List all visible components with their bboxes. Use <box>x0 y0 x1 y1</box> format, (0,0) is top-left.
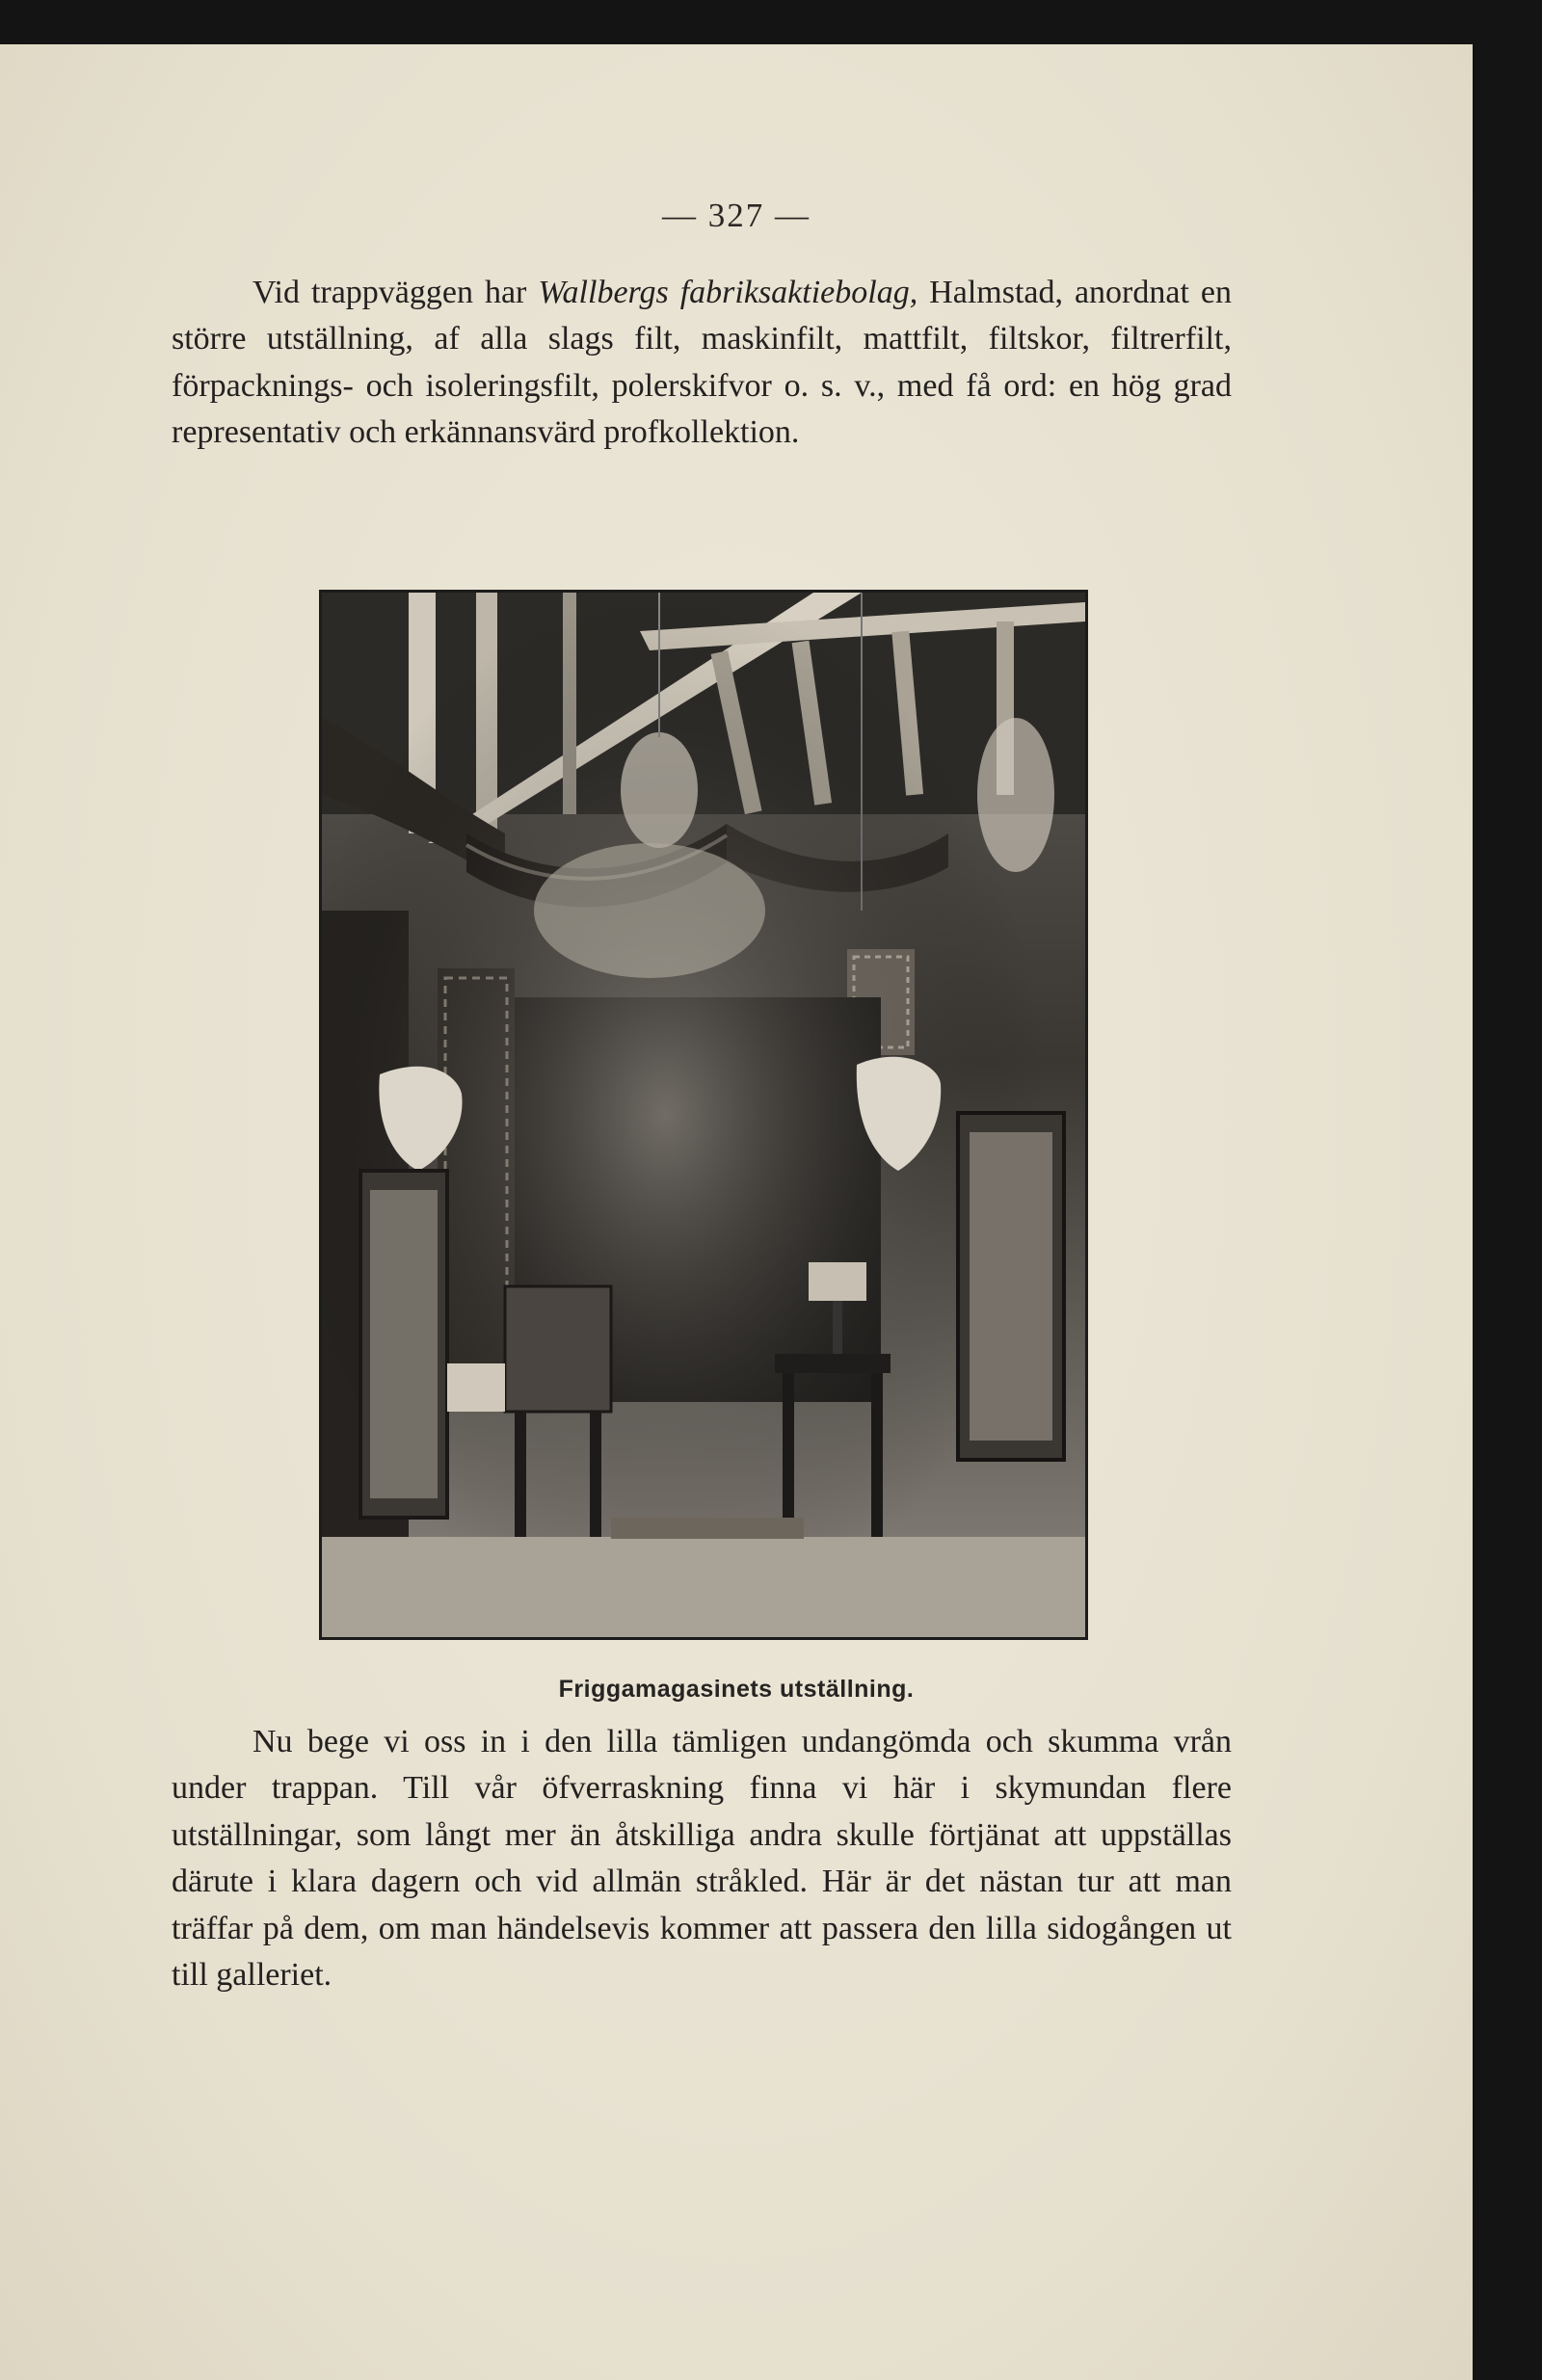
photograph-illustration <box>322 593 1085 1637</box>
floor-rug <box>611 1518 804 1539</box>
firm-name: Wallbergs fabriksaktiebolag, <box>538 275 918 310</box>
paragraph-1 <box>172 270 1232 457</box>
page-number: — 327 — <box>662 197 811 234</box>
paragraph-2-text: Nu bege vi oss in i den lilla tämligen undangömda och skumma vrån under trappan. Till vår öfverraskning finna vi här i skymundan flere utställningar, som långt mer än åtskilliga andra skulle förtjänat att uppställas därute i klara dagern och vid allmän stråkled. Här är det nästan tur att man träffar på dem, om man händelsevis kommer att passera den lilla sidogången ut till galleriet. <box>172 1724 1232 1994</box>
paragraph-1-lead: Vid trappväggen har <box>253 275 539 310</box>
paragraph-2 <box>172 1719 1232 1998</box>
book-page <box>0 44 1473 2380</box>
floor <box>322 1537 1085 1637</box>
exhibition-photograph <box>319 590 1088 1640</box>
paragraph-1-rest: Halmstad, anordnat en större utställning, af alla slags filt, maskinfilt, mattfilt, filtskor, filtrerfilt, förpacknings- och isoleringsfilt, polerskifvor o. s. v., med få ord: en hög grad representativ och erkännansvärd profkollektion. <box>172 275 1232 451</box>
figure-caption: Friggamagasinets utställning. <box>558 1676 915 1703</box>
